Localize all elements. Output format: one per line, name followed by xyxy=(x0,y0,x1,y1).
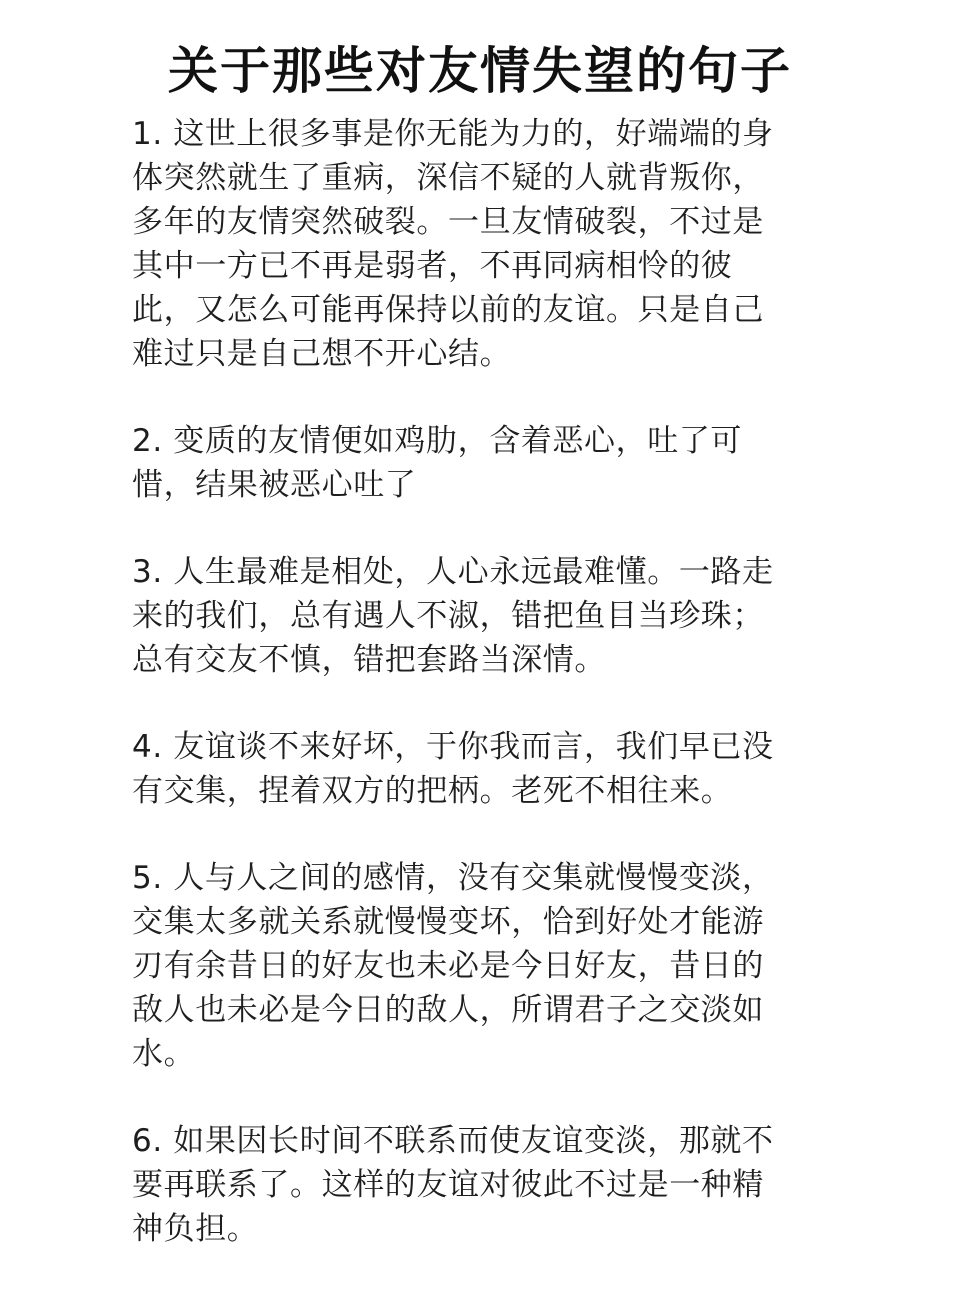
quote-list xyxy=(132,112,782,1294)
quote-item-4: 4. 友谊谈不来好坏，于你我而言，我们早已没有交集，捏着双方的把柄。老死不相往来。 xyxy=(132,729,774,809)
quote-item-2: 2. 变质的友情便如鸡肋，含着恶心，吐了可惜，结果被恶心吐了 xyxy=(132,423,743,503)
quote-item-5: 5. 人与人之间的感情，没有交集就慢慢变淡，交集太多就关系就慢慢变坏，恰到好处才能游刃有余昔日的好友也未必是今日好友，昔日的敌人也未必是今日的敌人，所谓君子之交淡如水。 xyxy=(132,860,774,1072)
page-title: 关于那些对友情失望的句子 xyxy=(168,41,792,100)
quote-item-6: 6. 如果因长时间不联系而使友谊变淡，那就不要再联系了。这样的友谊对彼此不过是一种精神负担。 xyxy=(132,1123,774,1247)
quote-item-1: 1. 这世上很多事是你无能为力的，好端端的身体突然就生了重病，深信不疑的人就背叛你，多年的友情突然破裂。一旦友情破裂，不过是其中一方已不再是弱者，不再同病相怜的彼此，又怎么可能再保持以前的友谊。只是自己难过只是自己想不开心结。 xyxy=(132,116,774,372)
quote-item-3: 3. 人生最难是相处，人心永远最难懂。一路走来的我们，总有遇人不淑，错把鱼目当珍珠；总有交友不慎，错把套路当深情。 xyxy=(132,554,774,678)
